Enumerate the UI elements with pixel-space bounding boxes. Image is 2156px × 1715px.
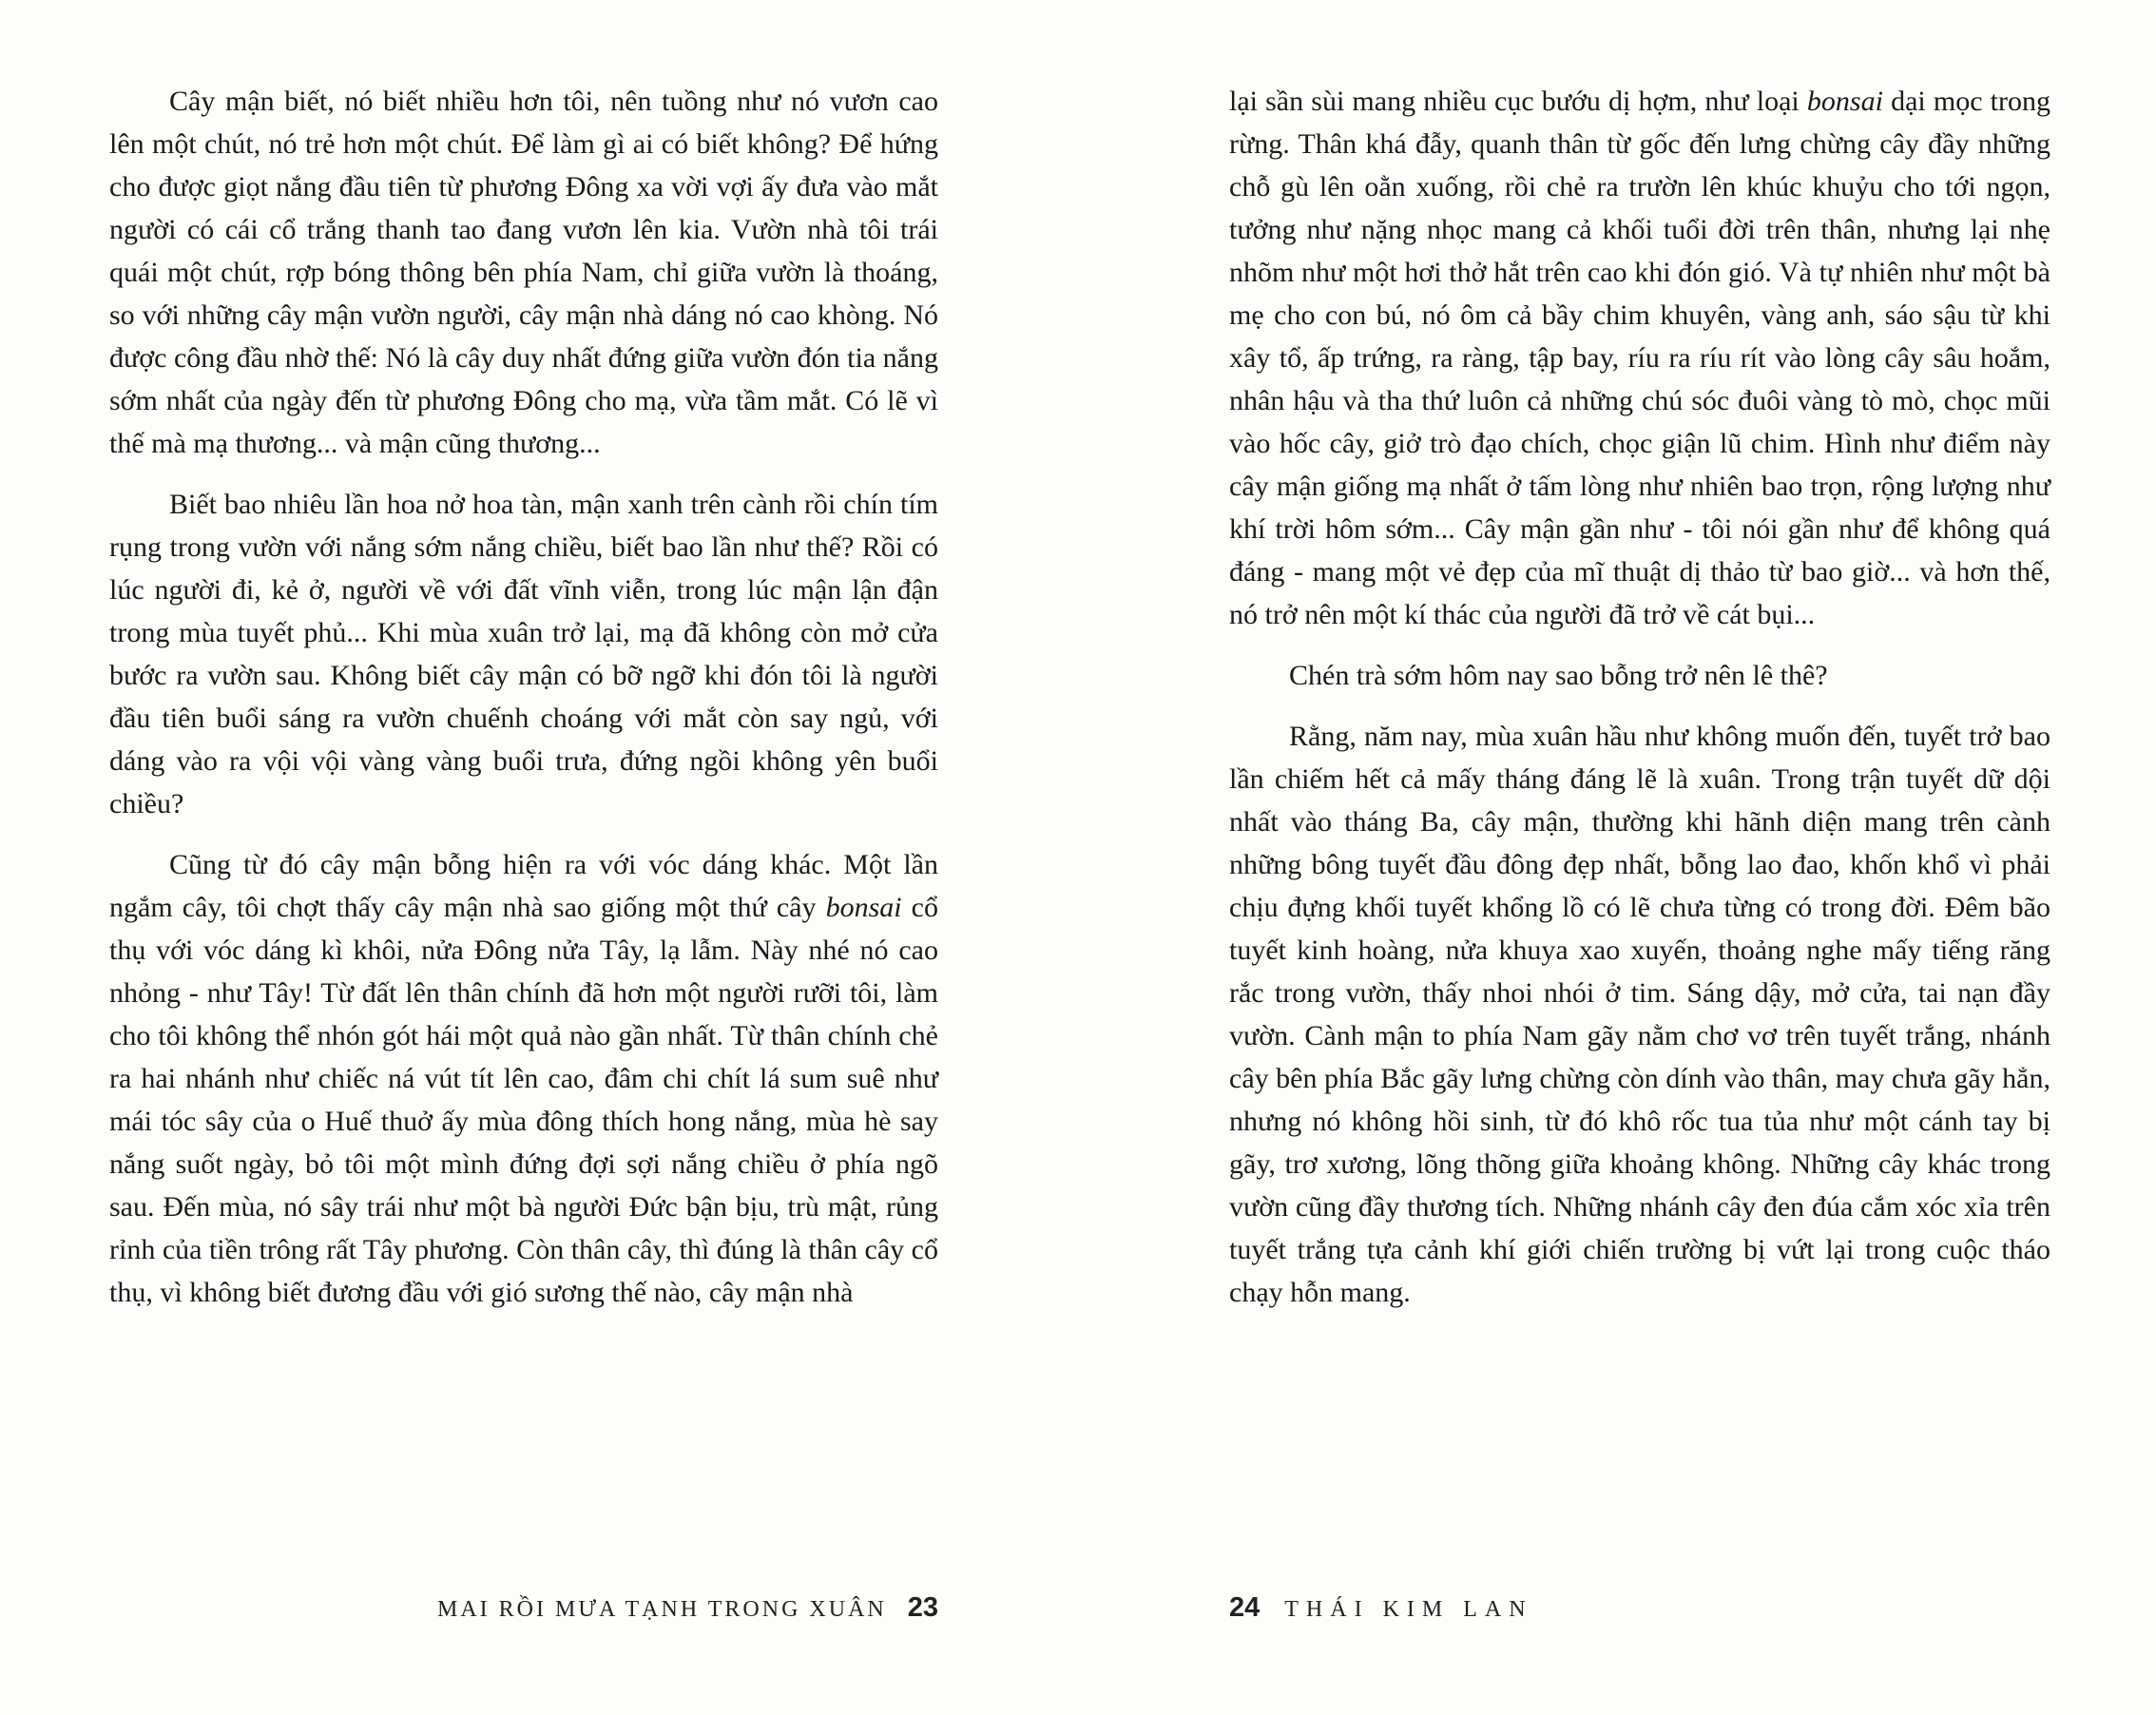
running-author: THÁI KIM LAN — [1284, 1597, 1533, 1622]
paragraph-text: Cây mận biết, nó biết nhiều hơn tôi, nên tuồng như nó vươn cao lên một chút, nó trẻ hơn một chút. Để làm gì ai có biết không? Để hứng cho được giọt nắng đầu tiên từ phương Đông xa vời vợi ấy đưa vào mắt người có cái cổ trắng thanh tao đang vươn lên kia. Vườn nhà tôi trái quái một chút, rợp bóng thông bên phía Nam, chỉ giữa vườn là thoáng, so với những cây mận vườn người, cây mận nhà dáng nó cao khòng. Nó được công đầu nhờ thế: Nó là cây duy nhất đứng giữa vườn đón tia nắng sớm nhất của ngày đến từ phương Đông cho mạ, vừa tầm mắt. Có lẽ vì thế mà mạ thương... và mận cũng thương... — [109, 86, 938, 459]
left-page-footer — [109, 1593, 938, 1624]
paragraph-text: Cũng từ đó cây mận bỗng hiện ra với vóc dáng khác. Một lần ngắm cây, tôi chợt thấy cây mận nhà sao giống một thứ cây — [109, 849, 938, 923]
paragraph-text: Rằng, năm nay, mùa xuân hầu như không muốn đến, tuyết trở bao lần chiếm hết cả mấy tháng đáng lẽ là xuân. Trong trận tuyết dữ dội nhất vào tháng Ba, cây mận, thường khi hãnh diện mang trên cành những bông tuyết đầu đông đẹp nhất, bỗng lao đao, khốn khổ vì phải chịu đựng khối tuyết khổng lồ có lẽ chưa từng có trong đời. Đêm bão tuyết kinh hoàng, nửa khuya xao xuyến, thoảng nghe mấy tiếng răng rắc trong vườn, thấy nhoi nhói ở tim. Sáng dậy, mở cửa, tai nạn đầy vườn. Cành mận to phía Nam gãy nằm chơ vơ trên tuyết trắng, nhánh cây bên phía Bắc gãy lưng chừng còn dính vào thân, may chưa gãy hẳn, nhưng nó không hồi sinh, từ đó khô rốc tua tủa như một cánh tay bị gãy, trơ xương, lõng thõng giữa khoảng không. Những cây khác trong vườn cũng đầy thương tích. Những nhánh cây đen đúa cắm xóc xỉa trên tuyết trắng tựa cảnh khí giới chiến trường bị vứt lại trong cuộc tháo chạy hỗn mang. — [1229, 721, 2050, 1308]
paragraph — [1229, 715, 2050, 1314]
paragraph — [109, 843, 938, 1314]
paragraph — [1229, 80, 2050, 636]
paragraph-text: Chén trà sớm hôm nay sao bỗng trở nên lê thê? — [1289, 660, 1828, 691]
left-page-text-block — [109, 80, 938, 1314]
italic-term: bonsai — [825, 892, 902, 923]
paragraph-text: lại sần sùi mang nhiều cục bướu dị hợm, như loại — [1229, 86, 1807, 117]
running-title: MAI RỒI MƯA TẠNH TRONG XUÂN — [436, 1597, 887, 1622]
page-number-right: 24 — [1229, 1592, 1261, 1623]
right-page-text-block — [1229, 80, 2050, 1314]
paragraph — [1229, 654, 2050, 697]
page-number-left: 23 — [907, 1592, 938, 1623]
paragraph-text: Biết bao nhiêu lần hoa nở hoa tàn, mận xanh trên cành rồi chín tím rụng trong vườn với nắng sớm nắng chiều, biết bao lần như thế? Rồi có lúc người đi, kẻ ở, người về với đất vĩnh viễn, trong lúc mận lận đận trong mùa tuyết phủ... Khi mùa xuân trở lại, mạ đã không còn mở cửa bước ra vườn sau. Không biết cây mận có bỡ ngỡ khi đón tôi là người đầu tiên buổi sáng ra vườn chuếnh choáng với mắt còn say ngủ, với dáng vào ra vội vội vàng vàng buổi trưa, đứng ngồi không yên buổi chiều? — [109, 489, 938, 819]
right-page-footer — [1229, 1593, 1533, 1624]
paragraph — [109, 80, 938, 465]
italic-term: bonsai — [1806, 86, 1883, 117]
paragraph — [109, 483, 938, 825]
paragraph-text: cổ thụ với vóc dáng kì khôi, nửa Đông nửa Tây, lạ lẫm. Này nhé nó cao nhỏng - như Tây! Từ đất lên thân chính đã hơn một người rưỡi tôi, làm cho tôi không thể nhón gót hái một quả nào gần nhất. Từ thân chính chẻ ra hai nhánh như chiếc ná vút tít lên cao, đâm chi chít lá sum suê như mái tóc sây của o Huế thuở ấy mùa đông thích hong nắng, mùa hè say nắng suốt ngày, bỏ tôi một mình đứng đợi sợi nắng chiều ở phía ngõ sau. Đến mùa, nó sây trái như một bà người Đức bận bịu, trù mật, rủng rỉnh của tiền trông rất Tây phương. Còn thân cây, thì đúng là thân cây cổ thụ, vì không biết đương đầu với gió sương thế nào, cây mận nhà — [109, 892, 938, 1308]
paragraph-text: dại mọc trong rừng. Thân khá đẫy, quanh thân từ gốc đến lưng chừng cây đầy những chỗ gù lên oằn xuống, rồi chẻ ra trườn lên khúc khuỷu cho tới ngọn, tưởng như nặng nhọc mang cả khối tuổi đời trên thân, nhưng lại nhẹ nhõm như một hơi thở hắt trên cao khi đón gió. Và tự nhiên như một bà mẹ cho con bú, nó ôm cả bầy chim khuyên, vàng anh, sáo sậu từ khi xây tổ, ấp trứng, ra ràng, tập bay, ríu ra ríu rít vào lòng cây sâu hoắm, nhân hậu và tha thứ luôn cả những chú sóc đuôi vàng tò mò, chọc mũi vào hốc cây, giở trò đạo chích, chọc giận lũ chim. Hình như điểm này cây mận giống mạ nhất ở tấm lòng như nhiên bao trọn, rộng lượng như khí trời hôm sớm... Cây mận gần như - tôi nói gần như để không quá đáng - mang một vẻ đẹp của mĩ thuật dị thảo từ bao giờ... và hơn thế, nó trở nên một kí thác của người đã trở về cát bụi... — [1229, 86, 2050, 630]
